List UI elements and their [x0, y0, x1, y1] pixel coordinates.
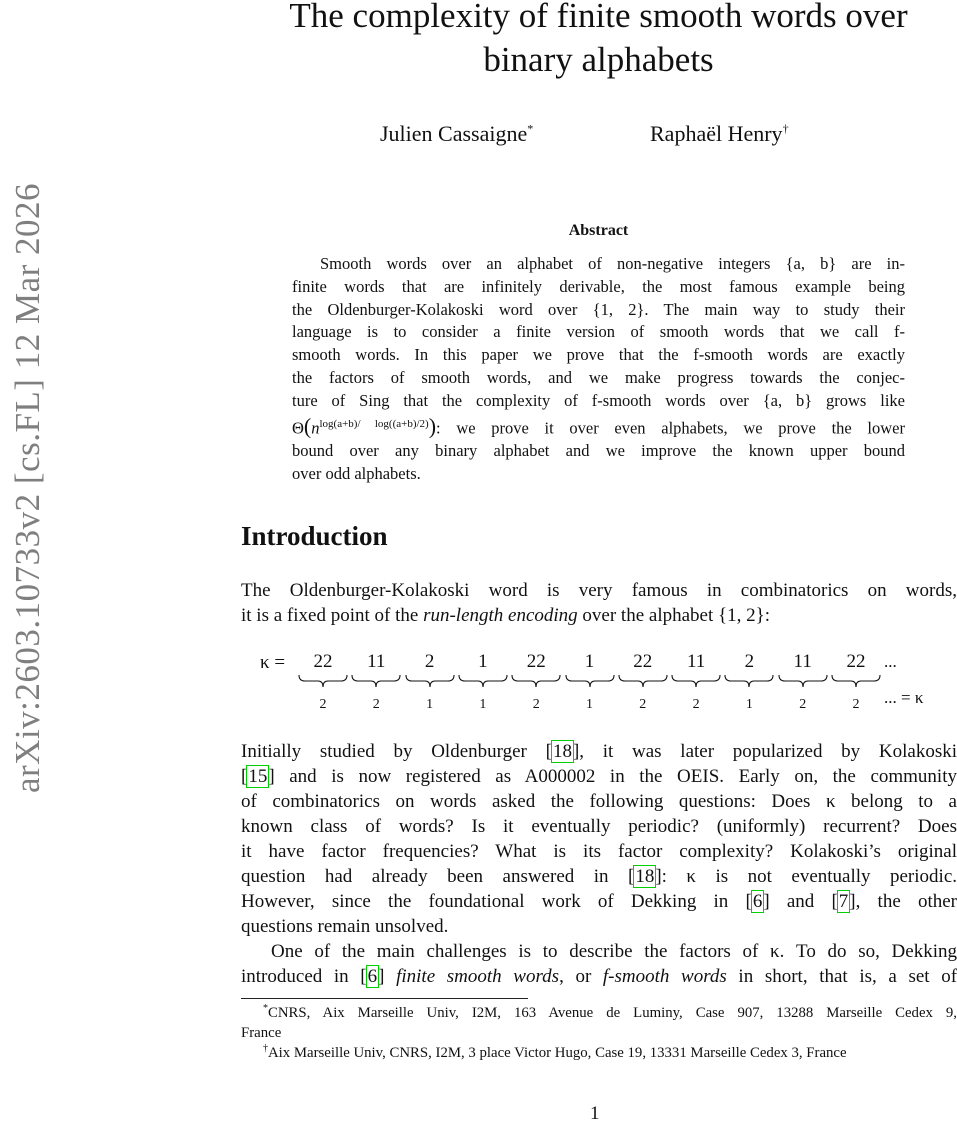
text-line: Initially studied by Oldenburger [18], it was later popularized by Kolakoski [241, 741, 957, 762]
text-line: questions remain unsolved. [241, 916, 449, 937]
text-line: known class of words? Is it eventually periodic? (uniformly) recurrent? Does [241, 816, 957, 837]
kappa-block [511, 650, 561, 715]
kappa-run: 11 [686, 651, 706, 672]
abstract-line: ture of Sing that the complexity of f-smooth words over {a, b} grows like [292, 390, 905, 410]
underbrace-icon [405, 674, 455, 688]
kappa-block [671, 650, 721, 715]
kappa-run-length: 1 [745, 697, 753, 712]
underbrace-icon [618, 674, 668, 688]
kappa-block [831, 650, 881, 715]
text-line: One of the main challenges is to describe the factors of κ. To do so, Dekking [271, 941, 957, 962]
kappa-run: 22 [846, 651, 866, 672]
underbrace-icon [565, 674, 615, 688]
kappa-block [724, 650, 774, 715]
footnote-1 [241, 1003, 957, 1043]
emphasis: finite smooth words [396, 966, 560, 987]
page-number: 1 [590, 1103, 600, 1124]
text-line: introduced in [6] finite smooth words, or f-smooth words in short, that is, a set of [241, 966, 957, 987]
text-line: it is a fixed point of the run-length encoding over the alphabet {1, 2}: [241, 605, 771, 626]
underbrace-icon [298, 674, 348, 688]
footnote-rule [241, 998, 528, 999]
kappa-equation [260, 650, 957, 720]
abstract-heading: Abstract [568, 222, 629, 239]
abstract-line: language is to consider a finite version of smooth words that we call f- [292, 322, 905, 342]
kappa-run: 11 [367, 651, 386, 672]
theta-symbol: Θ [292, 418, 304, 438]
kappa-run-length: 2 [532, 697, 540, 712]
abstract-line: over odd alphabets. [292, 463, 421, 483]
intro-paragraph-2 [241, 739, 957, 989]
kappa-lhs: κ = [260, 652, 286, 673]
author-cassaigne [380, 121, 533, 147]
citation-link[interactable]: 15 [248, 766, 268, 787]
kappa-bottom-tail: ... = κ [884, 688, 924, 707]
text-line: The Oldenburger-Kolakoski word is very famous in combinatorics on words, [241, 580, 957, 601]
kappa-run: 22 [633, 651, 653, 672]
abstract-line: smooth words. In this paper we prove that the f-smooth words are exactly [292, 345, 905, 365]
kappa-run-length: 2 [692, 697, 700, 712]
abstract-line: the factors of smooth words, and we make progress towards the conjec- [292, 367, 905, 387]
kappa-run: 1 [478, 651, 488, 672]
citation-link[interactable]: 6 [367, 966, 378, 987]
citation-link[interactable]: 18 [552, 741, 572, 762]
kappa-block [778, 650, 828, 715]
text-line: it have factor frequencies? What is its factor complexity? Kolakoski’s original [241, 841, 957, 862]
abstract-line: the Oldenburger-Kolakoski word over {1, 2}. The main way to study their [292, 299, 905, 319]
abstract-line: bound over any binary alphabet and we improve the known upper bound [292, 440, 905, 460]
theta-base: n [311, 418, 320, 438]
underbrace-icon [831, 674, 881, 688]
abstract-line: Smooth words over an alphabet of non-negative integers {a, b} are in- [320, 254, 905, 273]
kappa-top-ellipsis: ... [884, 652, 897, 671]
section-heading-introduction: Introduction [241, 521, 388, 551]
abstract-theta-line: $\Theta(n^{log(a+b)/ log((a+b)/2)})$: we prove it over even alphabets, we prove the lower [292, 413, 905, 439]
underbrace-icon [724, 674, 774, 688]
kappa-block [351, 650, 401, 715]
kappa-run: 11 [793, 651, 812, 672]
title-line-1: The complexity of finite smooth words over [289, 0, 908, 35]
kappa-run-length: 2 [852, 697, 860, 712]
text-line: of combinatorics on words asked the following questions: Does κ belong to a [241, 791, 957, 812]
underbrace-icon [671, 674, 721, 688]
text-line: However, since the foundational work of Dekking in [6] and [7], the other [241, 891, 957, 912]
kappa-run: 2 [424, 651, 435, 672]
author-name: Julien Cassaigne [380, 121, 528, 146]
paper-title [240, 0, 957, 82]
underbrace-icon [778, 674, 828, 688]
footnote-line: *CNRS, Aix Marseille Univ, I2M, 163 Avenue de Luminy, Case 907, 13288 Marseille Cedex 9, [263, 1003, 957, 1021]
kappa-block [618, 650, 668, 715]
kappa-run-length: 1 [426, 697, 434, 712]
kappa-block [298, 650, 348, 715]
citation-link[interactable]: 18 [635, 866, 655, 887]
emphasis: f-smooth words [602, 966, 727, 987]
kappa-run-length: 2 [372, 697, 380, 712]
citation-link[interactable]: 6 [752, 891, 763, 912]
underbrace-icon [511, 674, 561, 688]
citation-link[interactable]: 7 [838, 891, 849, 912]
author-henry [650, 121, 789, 147]
kappa-block [565, 650, 615, 715]
kappa-block [405, 650, 455, 715]
kappa-run: 2 [744, 651, 755, 672]
kappa-run-length: 2 [639, 697, 647, 712]
theta-exponent: log(a+b)/ log((a+b)/2) [319, 417, 429, 430]
text-line: [15] and is now registered as A000002 in the OEIS. Early on, the community [241, 766, 957, 787]
underbrace-icon [458, 674, 508, 688]
abstract-line: finite words that are infinitely derivable, the most famous example being [292, 276, 905, 296]
kappa-run: 1 [584, 651, 595, 672]
intro-paragraph-1 [241, 578, 957, 628]
emphasis: run-length encoding [423, 605, 578, 626]
title-line-2: binary alphabets [483, 40, 714, 79]
footnote-line: †Aix Marseille Univ, CNRS, I2M, 3 place Victor Hugo, Case 19, 13331 Marseille Cedex 3, France [263, 1043, 847, 1061]
kappa-run-length: 1 [586, 697, 593, 712]
kappa-run-length: 1 [479, 697, 487, 712]
abstract-body [292, 253, 905, 485]
arxiv-watermark: arXiv:2603.10733v2 [cs.FL] 12 Mar 2026 [8, 182, 47, 794]
kappa-run: 22 [313, 651, 333, 672]
kappa-run-length: 2 [799, 697, 807, 712]
kappa-run: 22 [526, 651, 546, 672]
author-footnote-mark[interactable]: † [782, 121, 789, 136]
footnote-line: France [241, 1025, 282, 1041]
underbrace-icon [351, 674, 401, 688]
kappa-run-length: 2 [319, 697, 327, 712]
author-name: Raphaël Henry [650, 121, 783, 146]
author-footnote-mark[interactable]: * [527, 121, 534, 136]
text-line: question had already been answered in [18]: κ is not eventually periodic. [241, 866, 957, 887]
theta-suffix: : we prove it over even alphabets, we prove the lower [436, 418, 905, 438]
kappa-block [458, 650, 508, 715]
footnote-2 [241, 1043, 957, 1063]
